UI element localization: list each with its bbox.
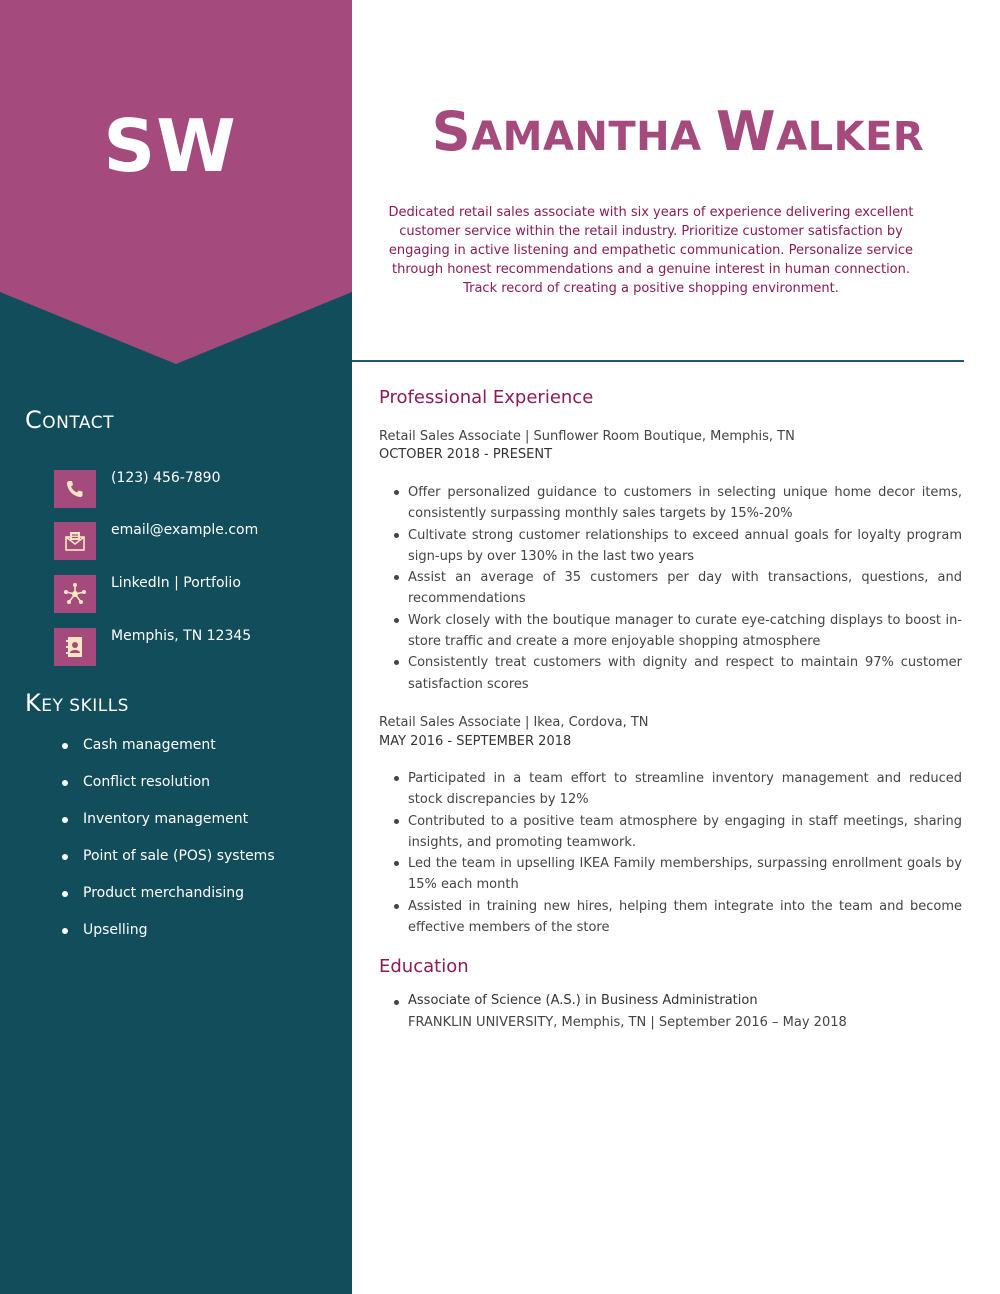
contact-email — [54, 522, 344, 562]
job-dates: OCTOBER 2018 - PRESENT — [379, 447, 553, 462]
skills-heading: KEY SKILLS — [25, 689, 129, 717]
email-icon — [54, 522, 96, 560]
job-dates: MAY 2016 - SEPTEMBER 2018 — [379, 734, 572, 749]
skills-list — [62, 737, 275, 959]
bullet-item: Work closely with the boutique manager to curate eye-catching displays to boost in-store traffic and create a more enjoyable shopping atmosphere — [394, 610, 962, 653]
experience-heading: Professional Experience — [379, 387, 594, 408]
skill-item: Conflict resolution — [62, 774, 275, 811]
skill-item: Inventory management — [62, 811, 275, 848]
education-degree: Associate of Science (A.S.) in Business Administration — [394, 993, 758, 1008]
phone-text[interactable]: (123) 456-7890 — [111, 470, 221, 486]
header-divider — [352, 360, 964, 362]
contact-heading: CONTACT — [25, 406, 115, 434]
candidate-name: SAMANTHA WALKER — [431, 100, 925, 163]
bullet-item: Assist an average of 35 customers per day with transactions, questions, and recommendations — [394, 567, 962, 610]
summary: Dedicated retail sales associate with six years of experience delivering excellent customer service within the retail industry. Prioritize customer satisfaction by engaging in active listening and empathetic communication. Personalize service through honest recommendations and a genuine interest in human connection. Track record of creating a positive shopping environment. — [388, 205, 914, 296]
job-title: Retail Sales Associate | Ikea, Cordova, TN — [379, 715, 649, 730]
skill-item: Upselling — [62, 922, 275, 959]
job-title: Retail Sales Associate | Sunflower Room Boutique, Memphis, TN — [379, 429, 795, 444]
education-school: FRANKLIN UNIVERSITY, Memphis, TN | September 2016 – May 2018 — [408, 1015, 847, 1030]
skill-item: Point of sale (POS) systems — [62, 848, 275, 885]
bullet-item: Assisted in training new hires, helping them integrate into the team and become effective members of the store — [394, 896, 962, 939]
address-text: Memphis, TN 12345 — [111, 628, 252, 644]
contact-links — [54, 575, 344, 615]
bullet-item: Offer personalized guidance to customers in selecting unique home decor items, consistently surpassing monthly sales targets by 15%-20% — [394, 482, 962, 525]
email-text[interactable]: email@example.com — [111, 522, 259, 538]
bullet-item: Cultivate strong customer relationships to exceed annual goals for loyalty program sign-ups by over 130% in the last two years — [394, 525, 962, 568]
bullet-item: Consistently treat customers with dignity and respect to maintain 97% customer satisfaction scores — [394, 652, 962, 695]
bullet-item: Led the team in upselling IKEA Family memberships, surpassing enrollment goals by 15% each month — [394, 853, 962, 896]
job-bullets — [394, 768, 962, 938]
contact-phone — [54, 470, 344, 510]
skill-item: Cash management — [62, 737, 275, 774]
address-book-icon — [54, 628, 96, 666]
links-text[interactable]: LinkedIn | Portfolio — [111, 575, 241, 591]
phone-icon — [54, 470, 96, 508]
skill-item: Product merchandising — [62, 885, 275, 922]
bullet-item: Participated in a team effort to streamline inventory management and reduced stock discrepancies by 12% — [394, 768, 962, 811]
initials-monogram: SW — [103, 104, 237, 188]
education-heading: Education — [379, 956, 469, 977]
job-bullets — [394, 482, 962, 695]
sidebar — [0, 0, 352, 1294]
contact-address — [54, 628, 344, 668]
bullet-item: Contributed to a positive team atmosphere by engaging in staff meetings, sharing insights, and promoting teamwork. — [394, 811, 962, 854]
network-icon — [54, 575, 96, 613]
